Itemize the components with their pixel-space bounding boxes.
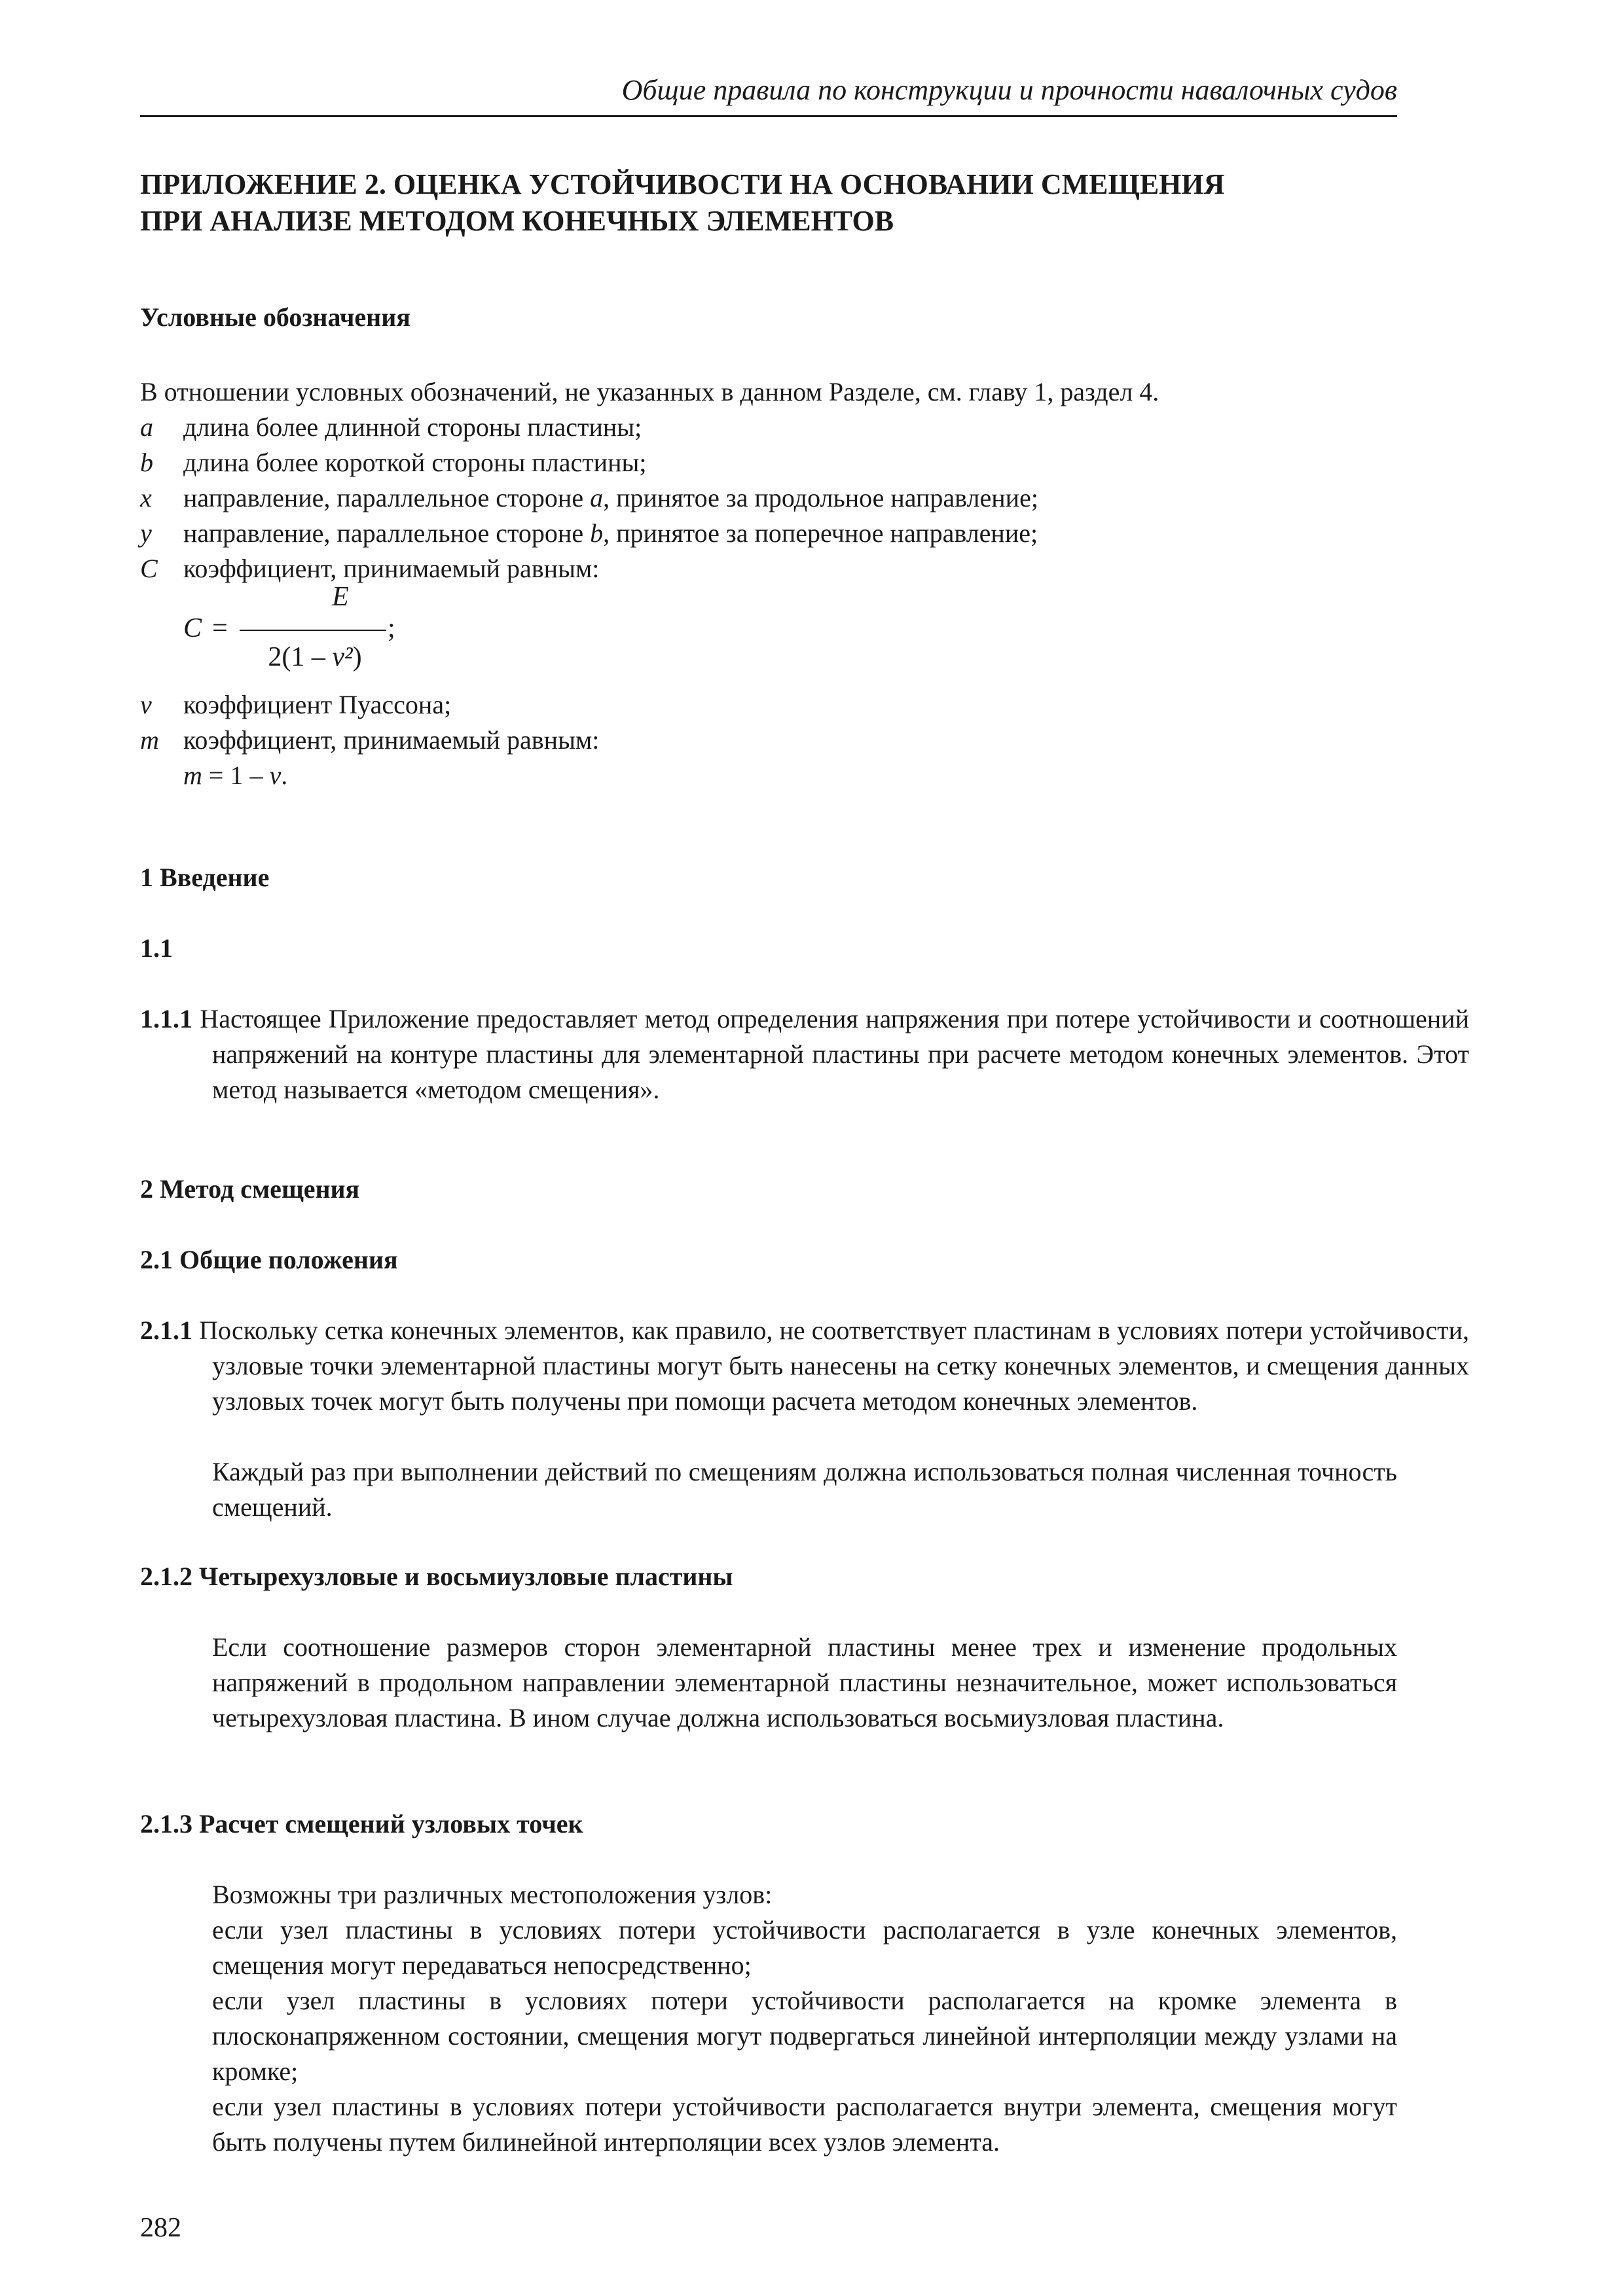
section-1-heading: 1 Введение: [140, 863, 270, 892]
formula-equals: =: [212, 613, 228, 643]
symbol-definition: длина более длинной стороны пластины;: [183, 412, 642, 442]
appendix-title-line2: ПРИ АНАЛИЗЕ МЕТОДОМ КОНЕЧНЫХ ЭЛЕМЕНТОВ: [140, 205, 894, 237]
section-2-heading: 2 Метод смещения: [140, 1174, 360, 1204]
paragraph-1-1-1: 1.1.1 Настоящее Приложение предоставляет метод определения напряжения при потере устойчивости и соотношений напряжений на контуре пластины для элементарной пластины при расчете методом конечных элементов. Этот метод называется «методом смещения».: [140, 1004, 1469, 1104]
paragraph-2-1-1-continued: Каждый раз при выполнении действий по смещениям должна использоваться полная численная точность смещений.: [212, 1457, 1397, 1522]
paragraph-2-1-2: Если соотношение размеров сторон элементарной пластины менее трех и изменение продольных напряжений в продольном направлении элементарной пластины незначительное, может использоваться четырехузловая пластина. В ином случае должна использоваться восьмиузловая пластина.: [212, 1632, 1397, 1732]
paragraph-2-1-3: [212, 1877, 1397, 2160]
symbol-definition: коэффициент Пуассона;: [183, 690, 452, 719]
symbol-definition: направление, параллельное стороне b, принятое за поперечное направление;: [183, 518, 1038, 548]
symbol-definition: направление, параллельное стороне a, принятое за продольное направление;: [183, 483, 1038, 512]
formula-denominator: 2(1 – ν²): [268, 642, 362, 672]
appendix-title-line1: ПРИЛОЖЕНИЕ 2. ОЦЕНКА УСТОЙЧИВОСТИ НА ОСНОВАНИИ СМЕЩЕНИЯ: [140, 168, 1225, 200]
list-item: если узел пластины в условиях потери устойчивости располагается внутри элемента, смещения могут быть получены путем билинейной интерполяции всех узлов элемента.: [212, 2092, 1397, 2157]
list-item: если узел пластины в условиях потери устойчивости располагается в узле конечных элементов, смещения могут передаваться непосредственно;: [212, 1915, 1397, 1980]
symbols-intro: В отношении условных обозначений, не указанных в данном Разделе, см. главу 1, раздел 4.: [140, 377, 1159, 406]
fraction-bar: [240, 630, 386, 631]
formula-c: [183, 581, 445, 686]
symbol-definition: коэффициент, принимаемый равным:: [183, 725, 600, 755]
symbol-definition: длина более короткой стороны пластины;: [183, 448, 647, 477]
running-header: Общие правила по конструкции и прочности навалочных судов: [621, 74, 1397, 106]
section-2-1-2-heading: 2.1.2 Четырехузловые и восьмиузловые пластины: [140, 1562, 733, 1591]
list-item: Возможны три различных местоположения узлов:: [212, 1880, 773, 1909]
symbols-heading: Условные обозначения: [140, 302, 410, 332]
symbol-letter: b: [140, 448, 153, 477]
symbol-letter: a: [140, 412, 153, 442]
header-rule: [140, 115, 1397, 117]
symbol-letter: C: [140, 554, 158, 583]
formula-numerator: E: [332, 582, 349, 612]
formula-suffix: ;: [388, 613, 395, 643]
symbol-letter: ν: [140, 690, 152, 719]
appendix-title: [140, 166, 1397, 240]
section-2-1-heading: 2.1 Общие положения: [140, 1245, 398, 1274]
section-2-1-3-heading: 2.1.3 Расчет смещений узловых точек: [140, 1809, 583, 1839]
symbol-definition: коэффициент, принимаемый равным:: [183, 554, 600, 583]
symbol-letter: m: [140, 725, 159, 755]
paragraph-2-1-1: 2.1.1 Поскольку сетка конечных элементов, как правило, не соответствует пластинам в условиях потери устойчивости, узловые точки элементарной пластины могут быть нанесены на сетку конечных элементов, и смещения данных узловых точек могут быть получены при помощи расчета методом конечных элементов.: [140, 1316, 1469, 1416]
symbol-letter: y: [140, 518, 152, 548]
formula-m: m = 1 – ν.: [183, 761, 288, 790]
formula-lhs: C: [183, 613, 202, 643]
page-number: 282: [140, 2213, 181, 2243]
section-1-1-heading: 1.1: [140, 933, 173, 963]
symbol-letter: x: [140, 483, 152, 512]
list-item: если узел пластины в условиях потери устойчивости располагается на кромке элемента в плосконапряженном состоянии, смещения могут подвергаться линейной интерполяции между узлами на кромке;: [212, 1986, 1397, 2086]
